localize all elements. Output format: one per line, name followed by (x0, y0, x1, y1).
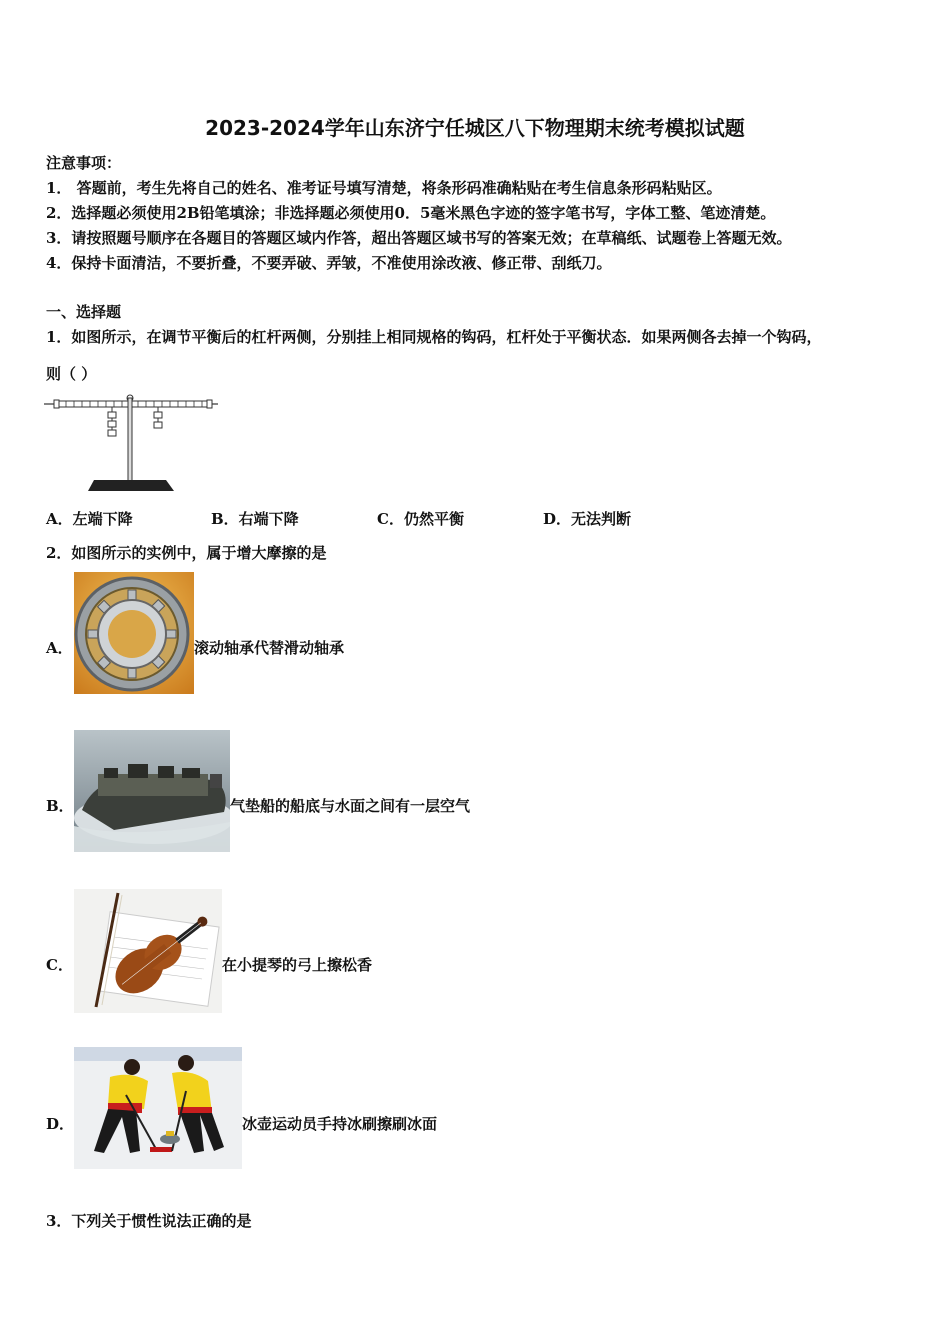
question-2-option-d-caption: 冰壶运动员手持冰刷擦刷冰面 (242, 1115, 438, 1133)
question-2-option-c-letter: C． (46, 956, 73, 974)
section-heading: 一、选择题 (46, 303, 122, 321)
question-2-option-b-letter: B． (46, 797, 74, 815)
violin-image (74, 889, 222, 1013)
question-3-text: 3．下列关于惯性说法正确的是 (46, 1212, 252, 1230)
notice-item: 3．请按照题号顺序在各题目的答题区域内作答，超出答题区域书写的答案无效；在草稿纸、试题卷上答题无效。 (46, 229, 792, 247)
notice-item: 1． 答题前，考生先将自己的姓名、准考证号填写清楚，将条形码准确粘贴在考生信息条形码粘贴区。 (46, 179, 722, 197)
question-2-option-a-caption: 滚动轴承代替滑动轴承 (194, 639, 345, 657)
question-2-option-b-caption: 气垫船的船底与水面之间有一层空气 (230, 797, 471, 815)
question-2-text: 2．如图所示的实例中，属于增大摩擦的是 (46, 544, 327, 562)
notice-item: 4．保持卡面清洁，不要折叠，不要弄破、弄皱，不准使用涂改液、修正带、刮纸刀。 (46, 254, 612, 272)
bearing-image (74, 572, 194, 694)
question-1-option-c: C．仍然平衡 (377, 510, 464, 528)
notice-item: 2．选择题必须使用2B铅笔填涂；非选择题必须使用0．5毫米黑色字迹的签字笔书写，字体工整、笔迹清楚。 (46, 204, 776, 222)
hovercraft-image (74, 730, 230, 852)
question-2-option-d-letter: D． (46, 1115, 75, 1133)
notice-heading: 注意事项： (46, 154, 122, 172)
lever-figure (44, 392, 220, 494)
curling-image (74, 1047, 242, 1169)
question-1-option-d: D．无法判断 (543, 510, 632, 528)
page-title: 2023-2024学年山东济宁任城区八下物理期末统考模拟试题 (205, 116, 745, 140)
question-2-option-c-caption: 在小提琴的弓上擦松香 (222, 956, 373, 974)
question-1-option-a: A．左端下降 (46, 510, 133, 528)
question-1-text-cont: 则（ ） (46, 365, 97, 383)
question-2-option-a-letter: A． (46, 639, 73, 657)
question-1-text: 1．如图所示，在调节平衡后的杠杆两侧，分别挂上相同规格的钩码，杠杆处于平衡状态．如果两侧各去掉一个钩码， (46, 328, 822, 346)
question-1-option-b: B．右端下降 (211, 510, 299, 528)
